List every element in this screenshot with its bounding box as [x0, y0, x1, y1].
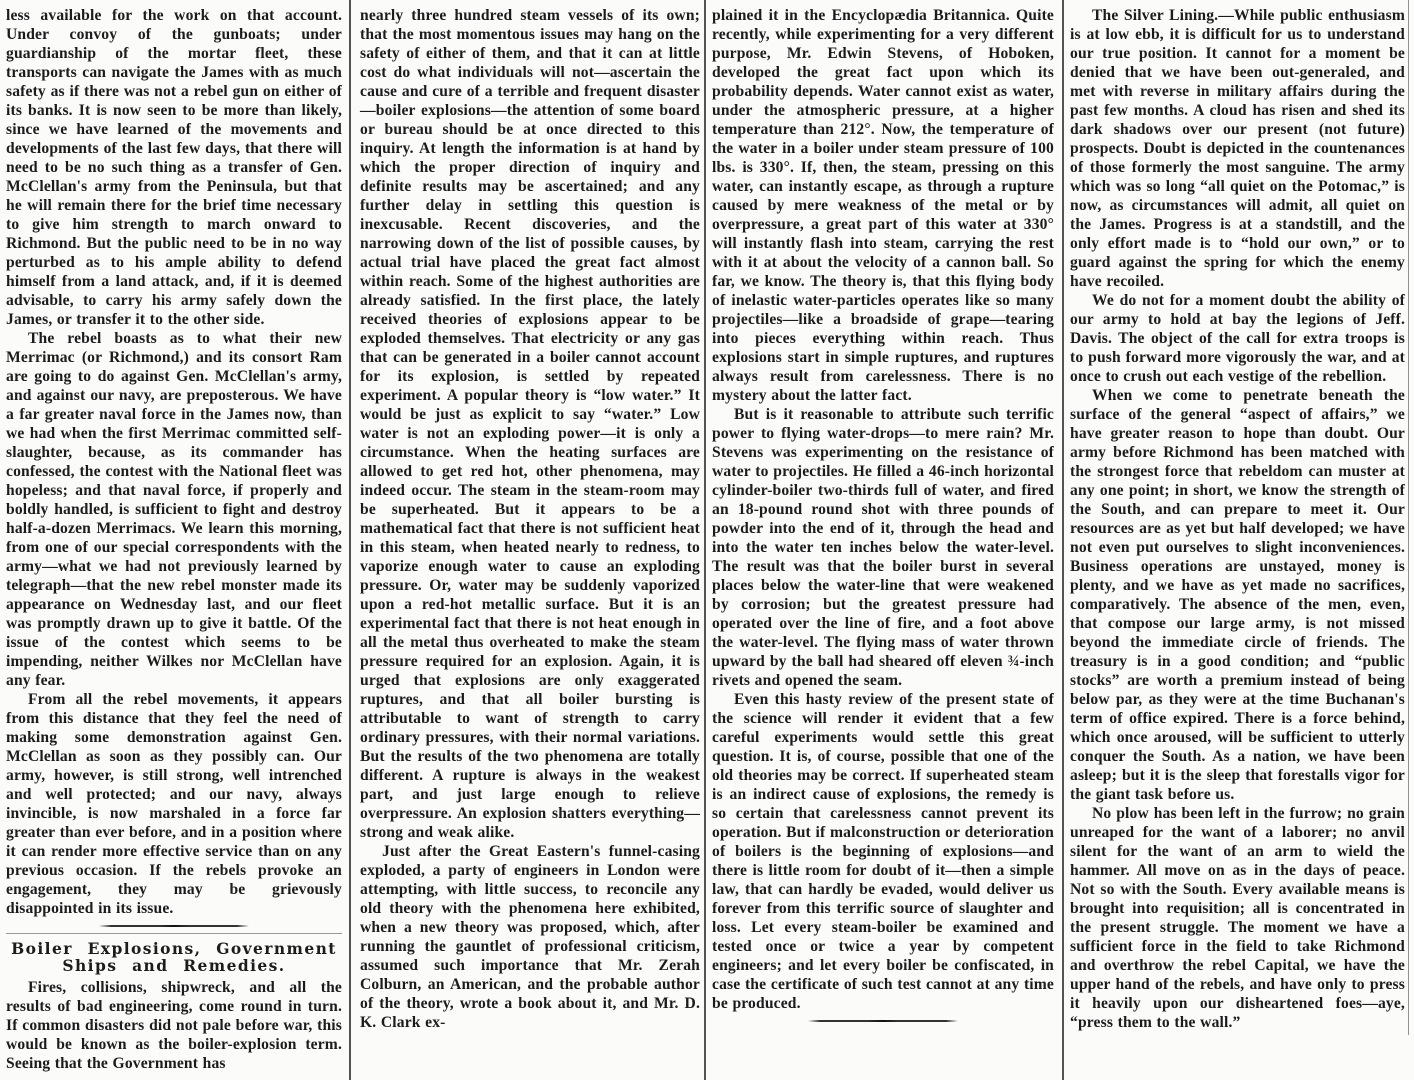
paragraph: Even this hasty review of the present state of the science will render it evident that a few careful experiments would settle this great question. It is, of course, possible that one of the old theories may be correct. If superheated steam is an indirect cause of explosions, the remedy is so certain that carelessness cannot prevent its operation. But if malconstruction or deterioration of boilers is the beginning of explosions—and there is little room for doubt of it—then a simple law, that can hardly be evaded, would deliver us forever from this terrific source of slaughter and loss. Let every steam-boiler be examined and tested once or twice a year by competent engineers; and let every boiler be confiscated, in case the certificate of such test cannot at any time be produced. [712, 691, 1054, 1012]
column-rule [704, 0, 706, 1080]
column-1 [6, 6, 342, 1080]
paragraph: But is it reasonable to attribute such terrific power to flying water-drops—to mere rain? Mr. Stevens was experimenting on the resistance of water to projectiles. He filled a 46-inch horizontal cylinder-boiler two-thirds full of water, and fired an 18-pound round shot with three pounds of powder into the end of it, through the head and into the water ten inches below the water-level. The result was that the boiler burst in several places below the water-line that were weakened by corrosion; but the greatest pressure had operated over the line of fire, and a foot above the water-level. The flying mass of water thrown upward by the ball had sheared off eleven ¾-inch rivets and opened the seam. [712, 406, 1054, 689]
paragraph: Just after the Great Eastern's funnel-casing exploded, a party of engineers in London were attempting, with little success, to reconcile any old theory with the phenomena here exhibited, when a new theory was proposed, which, after running the gauntlet of professional criticism, assumed such importance that Mr. Zerah Colburn, an American, and the probable author of the theory, wrote a book about it, and Mr. D. K. Clark ex- [360, 843, 700, 1031]
paragraph: No plow has been left in the furrow; no grain unreaped for the want of a laborer; no anvil silent for the want of an arm to wield the hammer. All move on as in the days of peace. Not so with the South. Every available means is brought into requisition; all is concentrated in the present struggle. The moment we have a sufficient force in the field to take Richmond and overthrow the rebel Capital, we have the upper hand of the rebels, and have only to press it heavily upon our disheartened foes—aye, “press them to the wall.” [1070, 805, 1405, 1031]
column-2 [360, 6, 700, 1080]
paragraph: less available for the work on that account. Under convoy of the gunboats; under guardianship of the mortar fleet, these transports can navigate the James with as much safety as if there was not a rebel gun on either of its banks. It is now seen to be more than likely, since we have learned of the movements and developments of the last few days, that there will need to be no such thing as a transfer of Gen. McClellan's army from the Peninsula, but that he will remain there for the brief time necessary to give him strength to march onward to Richmond. But the public need to be in no way perturbed as to his ample ability to defend himself from a land attack, and, if it is deemed advisable, to carry his army safely down the James, or transfer it to the other side. [6, 7, 342, 328]
page-edge-rule [1408, 0, 1409, 1035]
paragraph: We do not for a moment doubt the ability of our army to hold at bay the legions of Jeff. Davis. The object of the call for extra troops is to push forward more vigorously the war, and at once to crush out each vestige of the rebellion. [1070, 292, 1405, 385]
paragraph: plained it in the Encyclopædia Britannica. Quite recently, while experimenting for a very different purpose, Mr. Edwin Stevens, of Hoboken, developed the great fact upon which its probability depends. Water cannot exist as water, under the atmospheric pressure, at a higher temperature than 212°. Now, the temperature of the water in a boiler under steam pressure of 100 lbs. is 330°. If, then, the steam, pressing on this water, can instantly escape, as through a rupture caused by mere weakness of the metal or by overpressure, a great part of this water at 330° will instantly flash into steam, carrying the rest with it at about the velocity of a cannon ball. So far, we know. The theory is, that this flying body of inelastic water-particles operates like so many projectiles—like a broadside of grape—tearing into pieces everything within reach. Thus explosions start in simple ruptures, and ruptures always result from carelessness. There is no mystery about the latter fact. [712, 7, 1054, 404]
column-rule [349, 0, 351, 1080]
paragraph: From all the rebel movements, it appears from this distance that they feel the need of making some demonstration against Gen. McClellan as soon as they possibly can. Our army, however, is still strong, well intrenched and well protected; and our navy, always invincible, is now marshaled in a force far greater than ever before, and in a position where it can render more effective service than on any previous occasion. If the rebels provoke an engagement, they may be grievously disappointed in its issue. [6, 691, 342, 917]
column-3 [712, 6, 1054, 1080]
section-divider [99, 925, 249, 927]
paragraph: nearly three hundred steam vessels of its own; that the most momentous issues may hang on the safety of either of them, and that it can at little cost do what individuals will not—ascertain the cause and cure of a terrible and frequent disaster—boiler explosions—the attention of some board or bureau should be at once directed to this inquiry. At length the information is at hand by which the proper direction of inquiry and definite results may be ascertained; and any further delay in settling this question is inexcusable. Recent discoveries, and the narrowing down of the list of possible causes, by actual trial have placed the great fact almost within reach. Some of the highest authorities are already satisfied. In the first place, the lately received theories of explosions appear to be exploded themselves. That electricity or any gas that can be generated in a boiler cannot account for its explosion, is settled by repeated experiment. A popular theory is “low water.” It would be just as explicit to say “water.” Low water is not an exploding power—it is only a circumstance. When the heating surfaces are allowed to get red hot, other phenomena, may indeed occur. The steam in the steam-room may be superheated. But it appears to be a mathematical fact that there is not sufficient heat in this steam, when heated nearly to redness, to vaporize enough water to cause an exploding pressure. Or, water may be suddenly vaporized upon a red-hot metallic surface. But it is an experimental fact that there is not heat enough in all the metal thus overheated to make the steam pressure required for an explosion. Again, it is urged that explosions are only exaggerated ruptures, and that all boiler bursting is attributable to want of strength to carry ordinary pressures, with their normal variations. But the results of the two phenomena are totally different. A rupture is always in the weakest part, and just large enough to relieve overpressure. An explosion shatters everything—strong and weak alike. [360, 7, 700, 841]
paragraph: When we come to penetrate beneath the surface of the general “aspect of affairs,” we have greater reason to hope than doubt. Our army before Richmond has been matched with the strongest force that rebeldom can muster at any one point; in short, we know the strength of the South, and can prepare to meet it. Our resources are as yet but half developed; we have not even put ourselves to slight inconveniences. Business operations are unstayed, money is plenty, and we have as yet made no sacrifices, comparatively. The absence of the men, even, that compose our large army, is not missed beyond the immediate circle of friends. The treasury is in a good condition; and “public stocks” are worth a premium instead of being below par, as they were at the time Buchanan's term of office expired. There is a force behind, which once aroused, will be sufficient to utterly conquer the South. As a nation, we have been asleep; but it is the sleep that forestalls vigor for the giant task before us. [1070, 387, 1405, 803]
column-rule [1062, 0, 1064, 1080]
paragraph: Fires, collisions, shipwreck, and all the results of bad engineering, come round in turn. If common disasters did not pale before war, this would be known as the boiler-explosion term. Seeing that the Government has [6, 979, 342, 1072]
column-4 [1070, 6, 1405, 1080]
article-headline: Boiler Explosions, Government Ships and Remedies. [6, 933, 342, 974]
paragraph: The Silver Lining.—While public enthusiasm is at low ebb, it is difficult for us to understand our true position. It cannot for a moment be denied that we have been out-generaled, and met with reverse in military affairs during the past few months. A cloud has risen and shed its dark shadows over our present (not future) prospects. Doubt is depicted in the countenances of those formerly the most sanguine. The army which was so long “all quiet on the Potomac,” is now, as circumstances will admit, all quiet on the James. Progress is at a standstill, and the only effort made is to “hold our own,” or to guard against the spring for which the enemy have recoiled. [1070, 7, 1405, 290]
paragraph: The rebel boasts as to what their new Merrimac (or Richmond,) and its consort Ram are going to do against Gen. McClellan's army, and against our navy, are preposterous. We have a far greater naval force in the James now, than we had when the first Merrimac committed self-slaughter, because, as its commander has confessed, the contest with the National fleet was hopeless; and that naval force, if properly and boldly handled, is sufficient to fight and destroy half-a-dozen Merrimacs. We learn this morning, from one of our special correspondents with the army—what we had not previously learned by telegraph—that the new rebel monster made its appearance on Wednesday last, and our fleet was promptly drawn up to give it battle. Of the issue of the contest which seems to be impending, neither Wilkes nor McClellan have any fear. [6, 330, 342, 689]
section-divider [808, 1020, 958, 1022]
